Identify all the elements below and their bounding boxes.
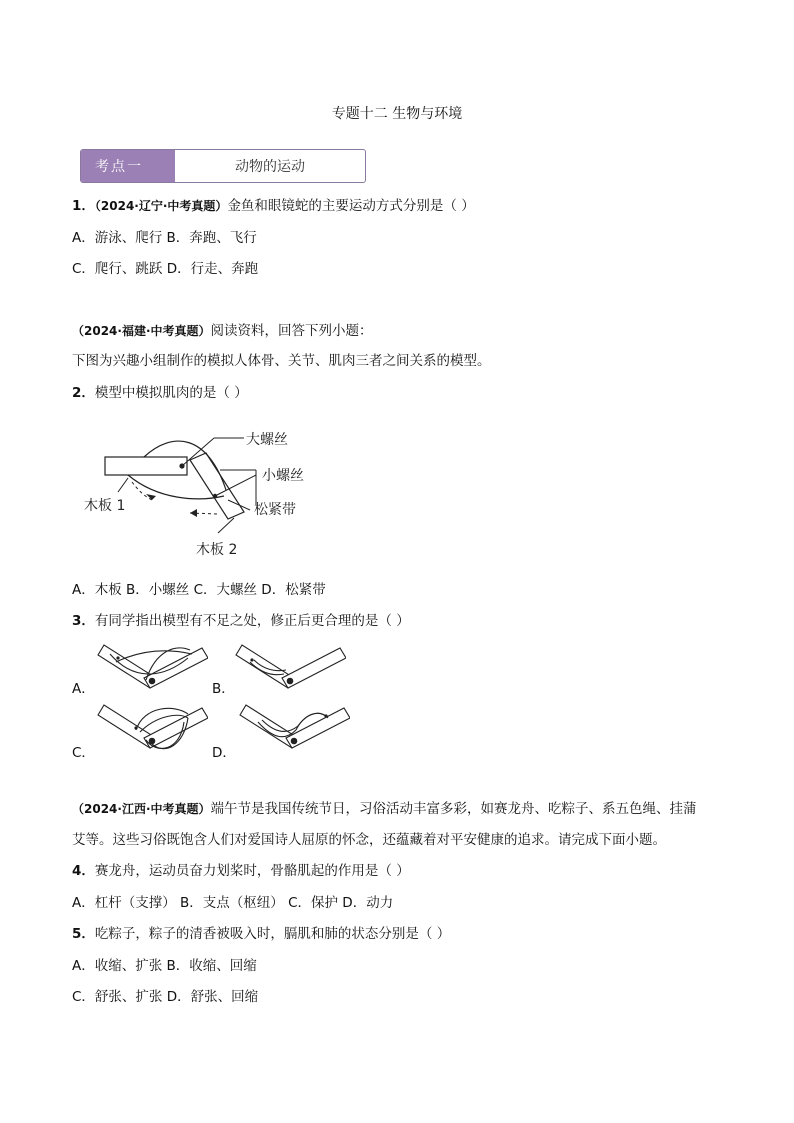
question-3 bbox=[72, 612, 410, 630]
material-1-source-line bbox=[72, 322, 373, 340]
material-2-line-2: 艾等。这些习俗既饱含人们对爱国诗人屈原的怀念，还蕴藏着对平安健康的追求。请完成下面小题。 bbox=[72, 832, 666, 848]
question-5-options-row-1: A．收缩、扩张 B．收缩、回缩 bbox=[72, 958, 257, 974]
option-a-label: A． bbox=[72, 681, 95, 697]
question-stem: 模型中模拟肌肉的是（ ） bbox=[94, 385, 248, 401]
page-title: 专题十二 生物与环境 bbox=[331, 106, 463, 122]
section-tag: 考点一 bbox=[81, 150, 175, 182]
label-small-screw: 小螺丝 bbox=[262, 468, 304, 484]
material-2-line-1 bbox=[72, 800, 697, 818]
option-a-figure bbox=[96, 640, 208, 692]
question-number: 4． bbox=[72, 863, 95, 879]
question-2 bbox=[72, 384, 248, 402]
muscle-model-diagram bbox=[78, 420, 338, 570]
question-4-options: A．杠杆（支撑） B．支点（枢纽） C．保护 D．动力 bbox=[72, 895, 394, 911]
material-intro: 阅读资料，回答下列小题： bbox=[210, 323, 373, 339]
question-1-options-row-1: A．游泳、爬行 B．奔跑、飞行 bbox=[72, 230, 257, 246]
question-5-options-row-2: C．舒张、扩张 D．舒张、回缩 bbox=[72, 989, 259, 1005]
label-band: 松紧带 bbox=[254, 502, 296, 518]
question-source: （2024·辽宁·中考真题） bbox=[94, 199, 228, 213]
option-d-label: D． bbox=[212, 745, 236, 761]
question-stem: 赛龙舟，运动员奋力划桨时，骨骼肌起的作用是（ ） bbox=[94, 863, 410, 879]
option-d-figure bbox=[238, 700, 350, 756]
question-5 bbox=[72, 925, 450, 943]
question-stem: 有同学指出模型有不足之处，修正后更合理的是（ ） bbox=[94, 613, 410, 629]
label-board-1: 木板 1 bbox=[84, 498, 126, 514]
material-source: （2024·福建·中考真题） bbox=[72, 324, 211, 338]
question-number: 3． bbox=[72, 613, 95, 629]
section-header bbox=[80, 149, 366, 183]
option-b-label: B． bbox=[212, 681, 235, 697]
question-1-options-row-2: C．爬行、跳跃 D．行走、奔跑 bbox=[72, 261, 259, 277]
material-source: （2024·江西·中考真题） bbox=[72, 802, 211, 816]
question-number: 1． bbox=[72, 198, 95, 214]
question-4 bbox=[72, 862, 410, 880]
question-1 bbox=[72, 197, 475, 215]
material-1-text: 下图为兴趣小组制作的模拟人体骨、关节、肌肉三者之间关系的模型。 bbox=[72, 353, 491, 369]
option-b-figure bbox=[234, 640, 346, 692]
question-number: 5． bbox=[72, 926, 95, 942]
section-name: 动物的运动 bbox=[235, 159, 305, 175]
option-c-label: C． bbox=[72, 745, 95, 761]
label-board-2: 木板 2 bbox=[196, 542, 238, 558]
question-stem: 吃粽子，粽子的清香被吸入时，膈肌和肺的状态分别是（ ） bbox=[94, 926, 451, 942]
question-number: 2． bbox=[72, 385, 95, 401]
option-c-figure bbox=[96, 700, 208, 756]
material-text: 端午节是我国传统节日，习俗活动丰富多彩，如赛龙舟、吃粽子、系五色绳、挂蒲 bbox=[210, 801, 697, 817]
label-big-screw: 大螺丝 bbox=[246, 432, 288, 448]
question-2-options: A．木板 B．小螺丝 C．大螺丝 D．松紧带 bbox=[72, 582, 326, 598]
question-stem: 金鱼和眼镜蛇的主要运动方式分别是（ ） bbox=[227, 198, 475, 214]
